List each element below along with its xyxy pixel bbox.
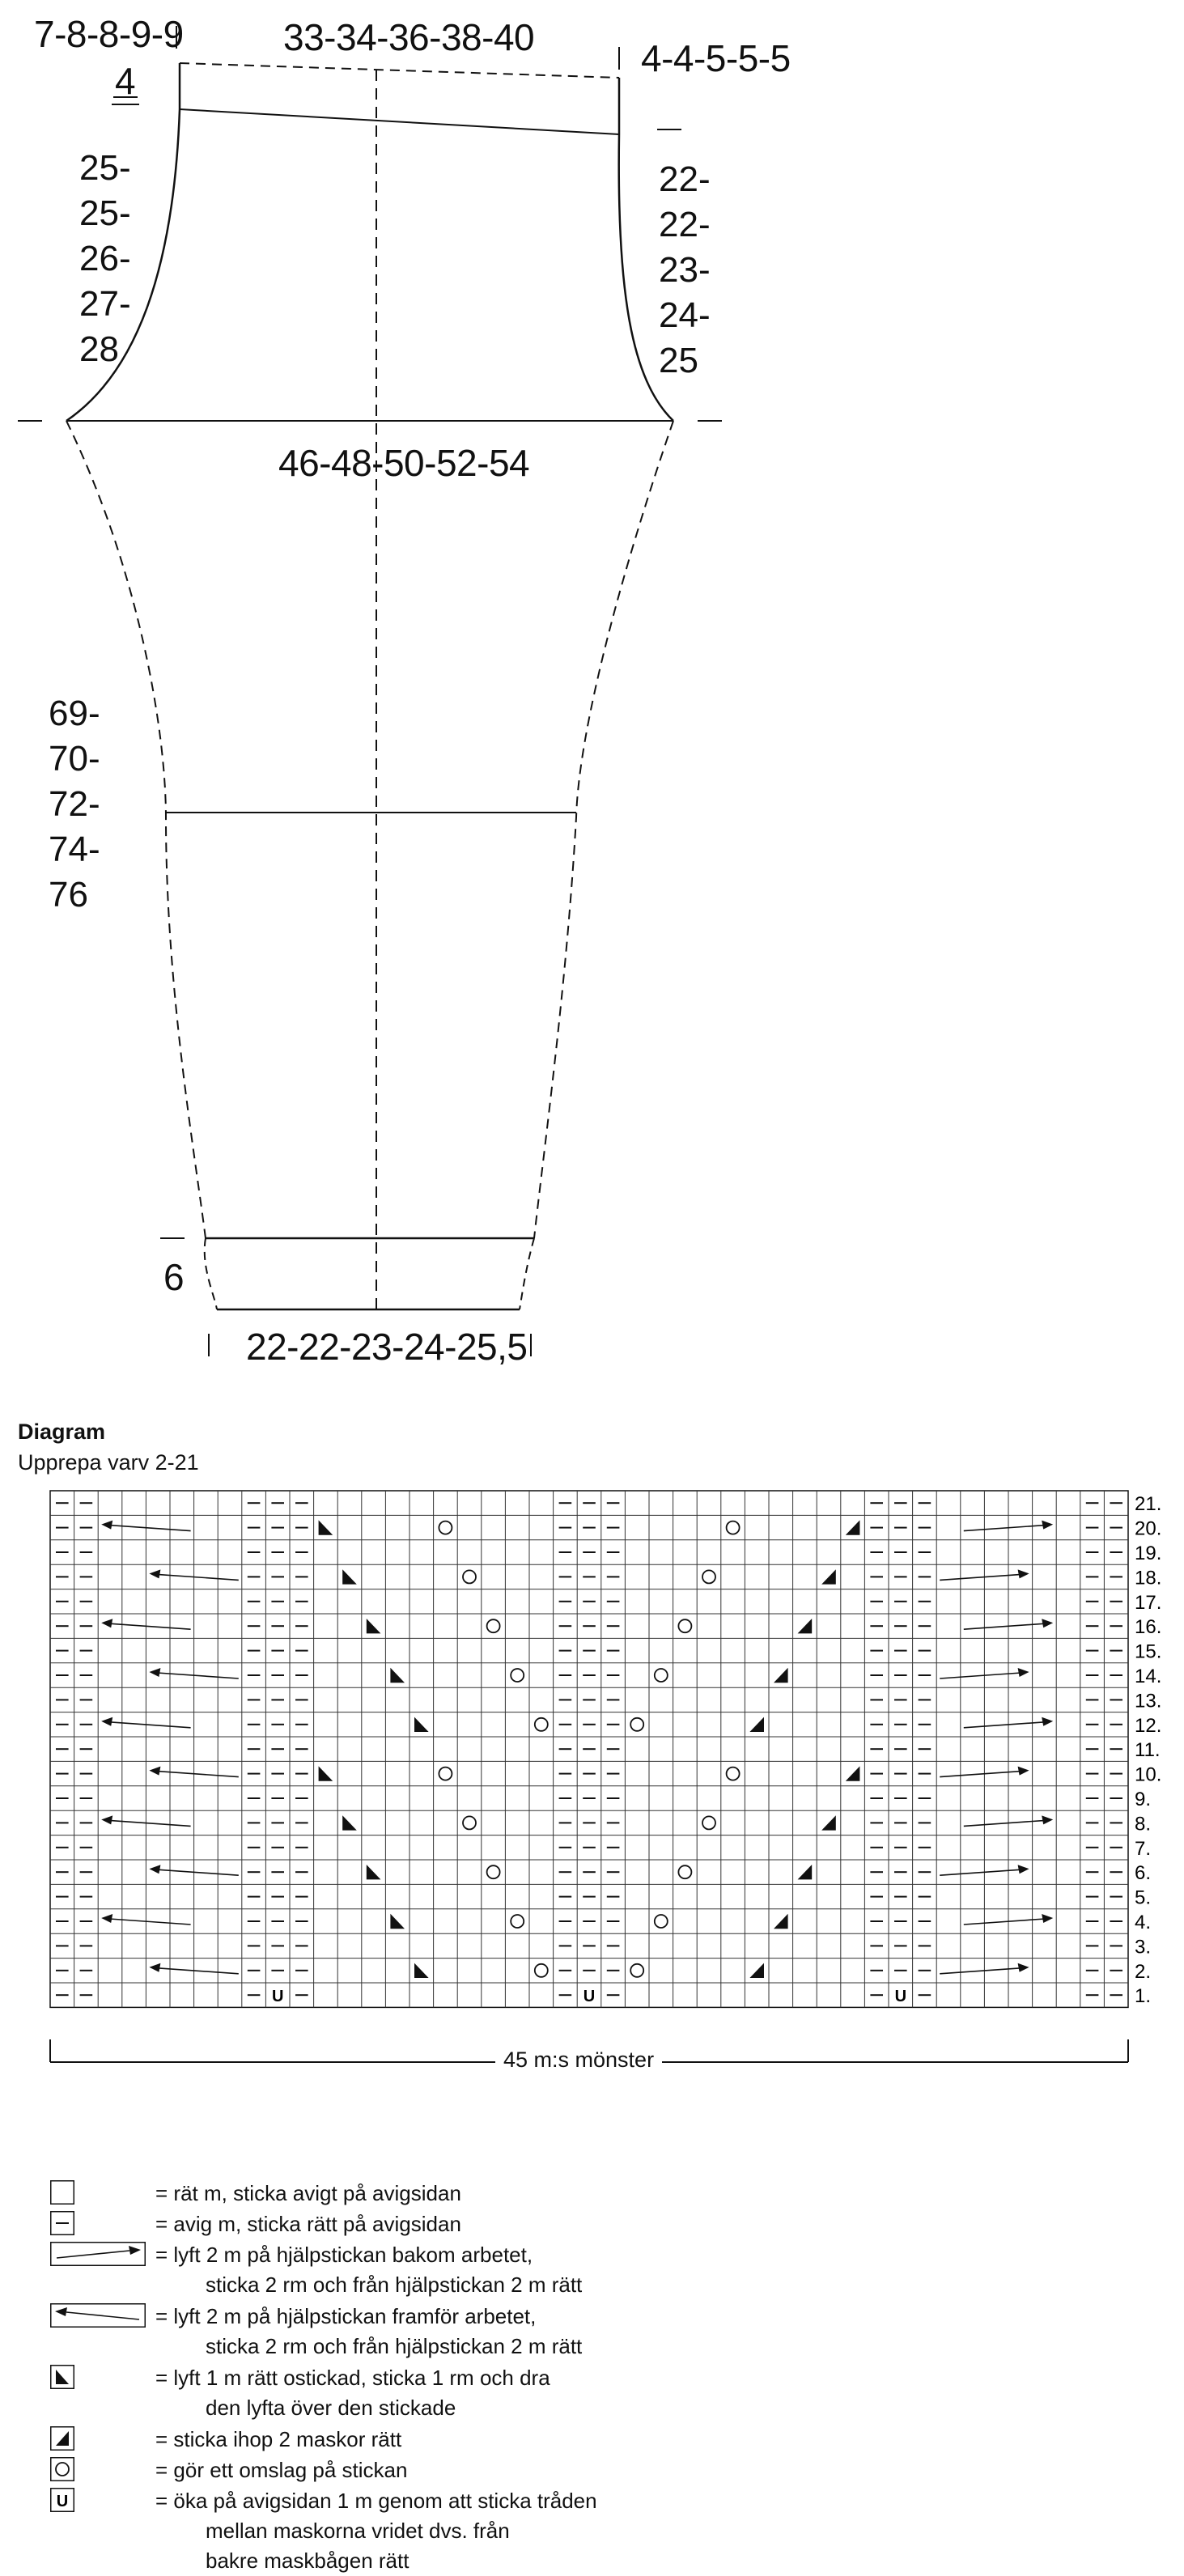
legend-line: = avig m, sticka rätt på avigsidan xyxy=(155,2212,461,2236)
row-number: 13. xyxy=(1135,1690,1162,1712)
diagram-subtitle: Upprepa varv 2-21 xyxy=(18,1450,199,1475)
row-number: 5. xyxy=(1135,1886,1152,1909)
legend-description xyxy=(155,2240,582,2300)
row-number: 1. xyxy=(1135,1985,1152,2008)
increase-symbol: U xyxy=(583,1988,596,2006)
row-number: 11. xyxy=(1135,1739,1161,1762)
yo-icon xyxy=(50,2457,74,2485)
legend-line: = gör ett omslag på stickan xyxy=(155,2458,408,2482)
row-number: 15. xyxy=(1135,1640,1162,1663)
diagram-title: Diagram xyxy=(18,1420,106,1444)
row-number: 18. xyxy=(1135,1567,1162,1589)
row-number: 21. xyxy=(1135,1493,1162,1516)
row-number: 16. xyxy=(1135,1616,1162,1639)
leg-length: 69- 70- 72- 74- 76 xyxy=(49,694,100,915)
cable-right-icon xyxy=(50,2242,146,2270)
legend-line: = lyft 2 m på hjälpstickan bakom arbetet, xyxy=(155,2243,533,2267)
legend-line: = rät m, sticka avigt på avigsidan xyxy=(155,2181,461,2205)
row-number: 14. xyxy=(1135,1666,1162,1687)
legend-description xyxy=(155,2179,461,2209)
legend-line: = öka på avigsidan 1 m genom att sticka tråden xyxy=(155,2489,597,2513)
cable-left-icon xyxy=(50,2303,146,2332)
legend-description xyxy=(155,2425,401,2455)
legend-line: = lyft 2 m på hjälpstickan framför arbetet, xyxy=(155,2304,537,2328)
legend-line: = lyft 1 m rätt ostickad, sticka 1 rm och dra xyxy=(155,2366,550,2390)
knit-icon xyxy=(50,2180,74,2209)
legend-line: bakre maskbågen rätt xyxy=(206,2548,410,2573)
legend-line: = sticka ihop 2 maskor rätt xyxy=(155,2427,402,2451)
increase-symbol: U xyxy=(271,1988,284,2006)
row-number: 8. xyxy=(1135,1813,1152,1835)
cuff-width: 22-22-23-24-25,5 xyxy=(246,1326,528,1368)
row-number: 7. xyxy=(1135,1837,1152,1860)
legend-line: den lyfta över den stickade xyxy=(206,2396,456,2420)
top-left-stitch-count: 7-8-8-9-9 xyxy=(34,13,184,55)
legend-line: sticka 2 rm och från hjälpstickan 2 m rätt xyxy=(206,2334,583,2358)
top-right-measure: 4-4-5-5-5 xyxy=(641,37,791,79)
inc-icon xyxy=(50,2488,74,2516)
legend-description xyxy=(155,2486,597,2576)
skp-icon xyxy=(50,2365,74,2393)
row-number: 2. xyxy=(1135,1960,1152,1983)
legend-description xyxy=(155,2209,461,2239)
row-number: 9. xyxy=(1135,1789,1152,1810)
legend-line: mellan maskorna vridet dvs. från xyxy=(206,2519,510,2543)
legend-description xyxy=(155,2455,407,2485)
increase-symbol: U xyxy=(894,1988,907,2006)
row-number: 20. xyxy=(1135,1517,1162,1540)
svg-text:U: U xyxy=(56,2493,69,2510)
legend-line: sticka 2 rm och från hjälpstickan 2 m rätt xyxy=(206,2273,583,2297)
repeat-label: 45 m:s mönster xyxy=(495,2048,662,2073)
row-number: 12. xyxy=(1135,1714,1162,1737)
top-left-divisor: 4 xyxy=(115,60,136,102)
legend-description xyxy=(155,2363,550,2423)
row-number: 4. xyxy=(1135,1912,1152,1933)
purl-icon xyxy=(50,2211,74,2239)
row-number: 3. xyxy=(1135,1936,1152,1959)
left-rise-height: 25- 25- 26- 27- 28 xyxy=(79,148,131,369)
top-width: 33-34-36-38-40 xyxy=(283,16,535,58)
cuff-height: 6 xyxy=(163,1256,185,1298)
right-rise-height: 22- 22- 23- 24- 25 xyxy=(659,159,711,380)
hip-width: 46-48-50-52-54 xyxy=(278,442,530,484)
row-number: 6. xyxy=(1135,1862,1152,1885)
k2tog-icon xyxy=(50,2426,74,2455)
row-number: 10. xyxy=(1135,1763,1162,1786)
legend-description xyxy=(155,2302,582,2362)
row-number: 17. xyxy=(1135,1591,1162,1614)
row-number: 19. xyxy=(1135,1543,1162,1564)
